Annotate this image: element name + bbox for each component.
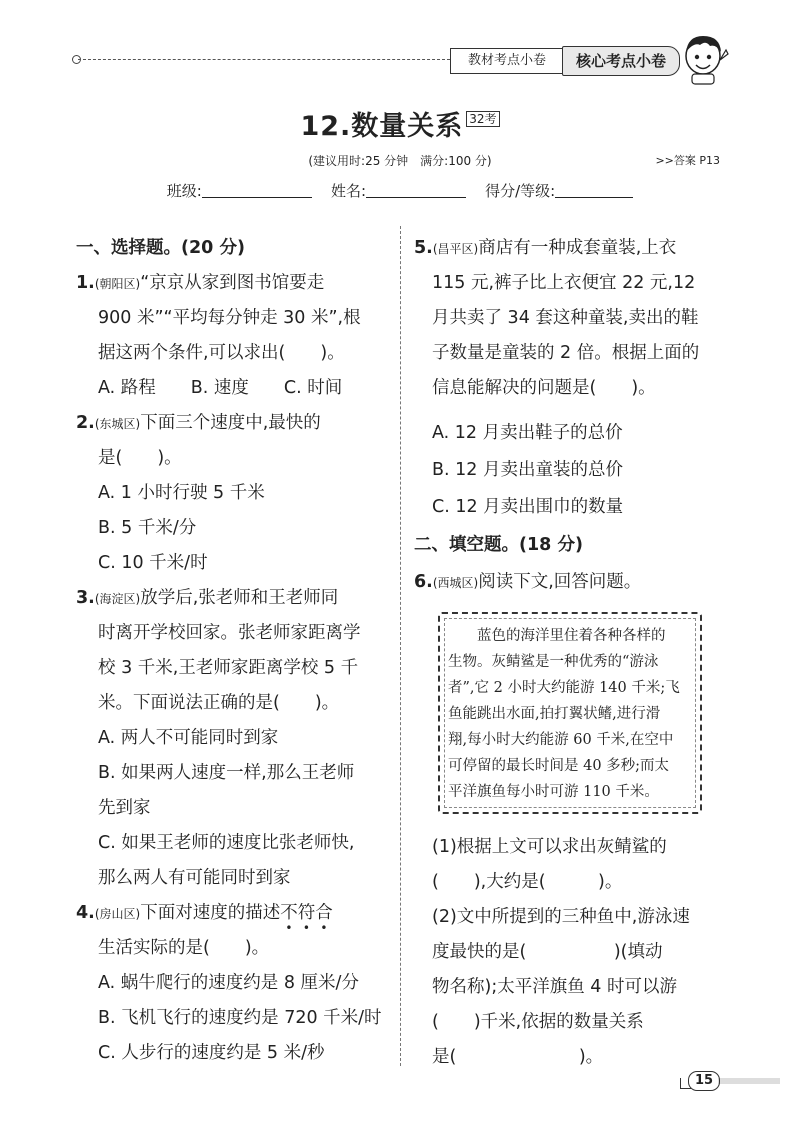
q6-line1: 6.(西城区)阅读下文,回答问题。 xyxy=(414,572,642,592)
q3-option-c-line1: C. 如果王老师的速度比张老师快, xyxy=(98,833,355,853)
passage-line: 生物。灰鲭鲨是一种优秀的“游泳 xyxy=(448,654,659,670)
q2-option-b: B. 5 千米/分 xyxy=(98,518,197,538)
passage-line: 可停留的最长时间是 40 多秒;而太 xyxy=(448,758,670,774)
passage-line: 翔,每小时大约能游 60 千米,在空中 xyxy=(448,732,674,748)
subtitle: (建议用时:25 分钟 满分:100 分) xyxy=(308,154,492,168)
q1-options: A. 路程 B. 速度 C. 时间 xyxy=(98,378,343,398)
q3-line3: 校 3 千米,王老师家距离学校 5 千 xyxy=(98,658,359,678)
q6-sub2-line2: 度最快的是( )(填动 xyxy=(432,942,663,962)
q4-line2: 生活实际的是( )。 xyxy=(98,938,270,958)
q3-option-b-line1: B. 如果两人速度一样,那么王老师 xyxy=(98,763,355,783)
page-title: 12.数量关系 $^{32考}$ xyxy=(0,104,800,143)
answer-reference: >>答案 P13 xyxy=(655,154,720,167)
header-tab-textbook: 教材考点小卷 xyxy=(450,48,563,74)
q6-sub1-line2: ( ),大约是( )。 xyxy=(432,872,623,892)
q4-option-a: A. 蜗牛爬行的速度约是 8 厘米/分 xyxy=(98,973,359,993)
q6-sub1-line1: (1)根据上文可以求出灰鲭鲨的 xyxy=(432,837,667,857)
q4-line1: 4.(房山区)下面对速度的描述不符合 xyxy=(76,903,333,923)
name-blank[interactable] xyxy=(366,183,466,198)
title-tag: 32考 xyxy=(466,111,499,127)
q5-line3: 月共卖了 34 套这种童装,卖出的鞋 xyxy=(432,308,699,328)
q5-line5: 信息能解决的问题是( )。 xyxy=(432,378,656,398)
class-label: 班级: xyxy=(166,182,202,200)
page-footer-bar xyxy=(718,1078,780,1084)
q4-option-b: B. 飞机飞行的速度约是 720 千米/时 xyxy=(98,1008,382,1028)
name-label: 姓名: xyxy=(330,182,366,200)
section-choice-heading: 一、选择题。(20 分) xyxy=(76,238,245,258)
cartoon-boy-icon xyxy=(676,30,730,86)
score-label: 得分/等级: xyxy=(485,182,556,200)
q3-option-a: A. 两人不可能同时到家 xyxy=(98,728,279,748)
q3-line1: 3.(海淀区)放学后,张老师和王老师同 xyxy=(76,588,339,608)
q3-option-c-line2: 那么两人有可能同时到家 xyxy=(98,868,291,888)
score-blank[interactable] xyxy=(555,183,633,198)
emphasis-char: 合 xyxy=(315,903,333,923)
q2-option-a: A. 1 小时行驶 5 千米 xyxy=(98,483,265,503)
class-blank[interactable] xyxy=(202,183,312,198)
q6-sub2-line5: 是( )。 xyxy=(432,1047,604,1067)
q6-sub2-line4: ( )千米,依据的数量关系 xyxy=(432,1012,644,1032)
q5-option-a: A. 12 月卖出鞋子的总价 xyxy=(432,423,623,443)
header-tab-core: 核心考点小卷 xyxy=(562,46,680,76)
q4-option-c: C. 人步行的速度约是 5 米/秒 xyxy=(98,1043,325,1063)
q5-option-c: C. 12 月卖出围巾的数量 xyxy=(432,497,624,517)
q3-option-b-line2: 先到家 xyxy=(98,798,151,818)
q6-sub2-line3: 物名称);太平洋旗鱼 4 时可以游 xyxy=(432,977,677,997)
section-fill-heading: 二、填空题。(18 分) xyxy=(414,535,583,555)
q2-line1: 2.(东城区)下面三个速度中,最快的 xyxy=(76,413,321,433)
page-number: 15 xyxy=(688,1071,720,1091)
q6-sub2-line1: (2)文中所提到的三种鱼中,游泳速 xyxy=(432,907,690,927)
emphasis-char: 符 xyxy=(297,903,316,923)
q5-line2: 115 元,裤子比上衣便宜 22 元,12 xyxy=(432,273,696,293)
q5-line1: 5.(昌平区)商店有一种成套童装,上衣 xyxy=(414,238,677,258)
emphasis-char: 不 xyxy=(280,903,298,923)
column-divider xyxy=(400,226,401,1066)
student-info-line xyxy=(0,180,800,201)
header-dashed-line xyxy=(78,59,450,60)
q3-line4: 米。下面说法正确的是( )。 xyxy=(98,693,340,713)
q1-line3: 据这两个条件,可以求出( )。 xyxy=(98,343,345,363)
q2-line2: 是( )。 xyxy=(98,448,182,468)
passage-line: 平洋旗鱼每小时可游 110 千米。 xyxy=(448,784,659,800)
passage-line: 鱼能跳出水面,拍打翼状鳍,进行滑 xyxy=(448,706,661,722)
q1-line1: 1.(朝阳区)“京京从家到图书馆要走 xyxy=(76,273,325,293)
q3-line2: 时离开学校回家。张老师家距离学 xyxy=(98,623,361,643)
q5-option-b: B. 12 月卖出童装的总价 xyxy=(432,460,623,480)
q5-line4: 子数量是童装的 2 倍。根据上面的 xyxy=(432,343,700,363)
q2-option-c: C. 10 千米/时 xyxy=(98,553,208,573)
passage-line: 蓝色的海洋里住着各种各样的 xyxy=(448,628,666,644)
q1-line2: 900 米”“平均每分钟走 30 米”,根 xyxy=(98,308,361,328)
passage-line: 者”,它 2 小时大约能游 140 千米;飞 xyxy=(448,680,680,696)
